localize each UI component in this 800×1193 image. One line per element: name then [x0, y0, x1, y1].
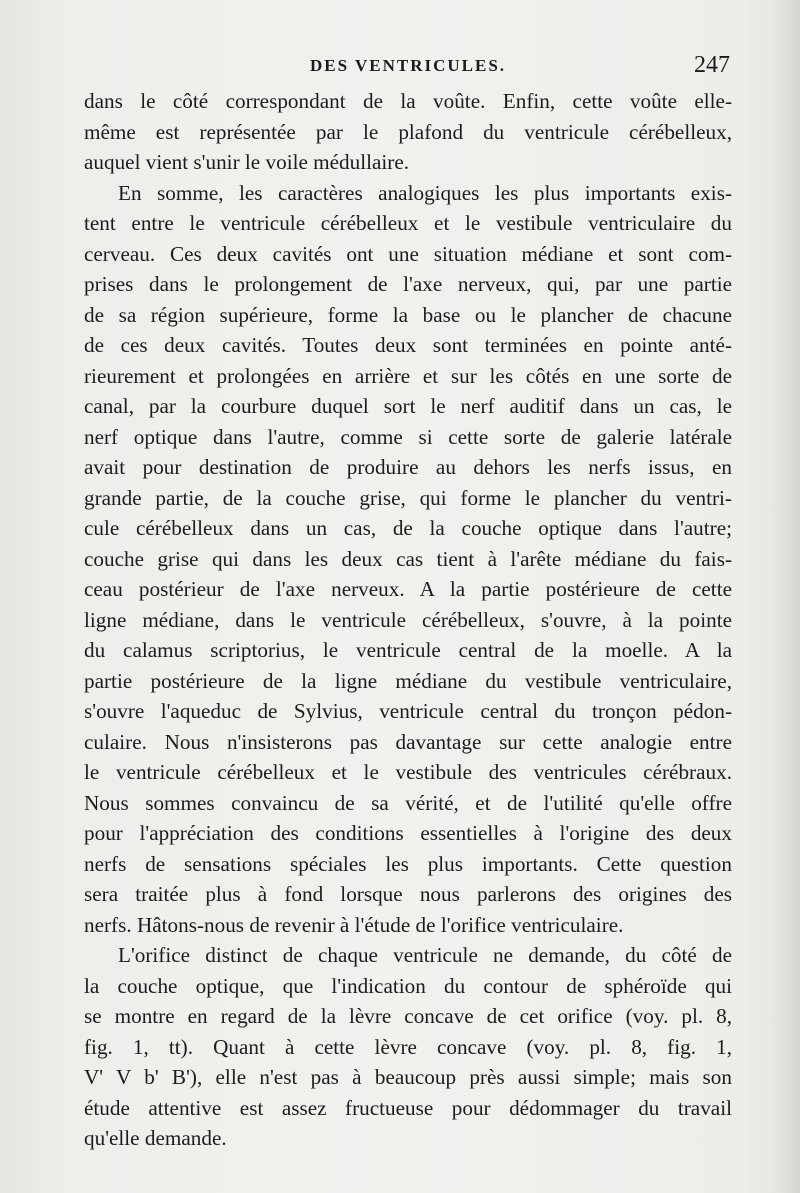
- text-line: fig. 1, tt). Quant à cette lèvre concave (voy. pl. 8, fig. 1,: [84, 1034, 732, 1059]
- text-line: couche grise qui dans les deux cas tient à l'arête médiane du fais-: [84, 546, 732, 571]
- text-line: nerfs de sensations spéciales les plus importants. Cette question: [84, 851, 732, 876]
- text-line: ceau postérieur de l'axe nerveux. A la partie postérieure de cette: [84, 577, 732, 601]
- text-line: nerfs. Hâtons-nous de revenir à l'étude de l'orifice ventriculaire.: [84, 912, 624, 937]
- page-number: 247: [694, 52, 730, 78]
- text-line: avait pour destination de produire au dehors les nerfs issus, en: [84, 455, 732, 479]
- text-line: prises dans le prolongement de l'axe nerveux, qui, par une partie: [84, 272, 732, 296]
- page-edge-shadow: [772, 0, 800, 1193]
- text-line: étude attentive est assez fructueuse pour dédommager du travail: [84, 1095, 732, 1120]
- text-line: dans le côté correspondant de la voûte. Enfin, cette voûte elle-: [84, 89, 732, 113]
- text-line: même est représentée par le plafond du ventricule cérébelleux,: [84, 119, 732, 144]
- running-head: DES VENTRICULES.: [309, 56, 507, 75]
- text-line: tent entre le ventricule cérébelleux et le vestibule ventriculaire du: [84, 211, 732, 235]
- text-line: ligne médiane, dans le ventricule cérébelleux, s'ouvre, à la pointe: [84, 607, 732, 632]
- text-line: cule cérébelleux dans un cas, de la couche optique dans l'autre;: [84, 516, 732, 540]
- text-line: grande partie, de la couche grise, qui forme le plancher du ventri-: [84, 485, 732, 510]
- text-line: rieurement et prolongées en arrière et sur les côtés en une sorte de: [84, 363, 732, 388]
- text-line: canal, par la courbure duquel sort le nerf auditif dans un cas, le: [84, 394, 732, 418]
- text-line: V' V b' B'), elle n'est pas à beaucoup près aussi simple; mais son: [84, 1065, 732, 1089]
- text-line: sera traitée plus à fond lorsque nous parlerons des origines des: [84, 882, 732, 906]
- text-line: auquel vient s'unir le voile médullaire.: [84, 150, 410, 174]
- text-line: du calamus scriptorius, le ventricule central de la moelle. A la: [84, 638, 732, 662]
- text-line: pour l'appréciation des conditions essentielles à l'origine des deux: [84, 821, 732, 845]
- text-line: culaire. Nous n'insisterons pas davantage sur cette analogie entre: [84, 729, 732, 754]
- text-line: de sa région supérieure, forme la base ou le plancher de chacune: [84, 302, 732, 327]
- body-text: [84, 86, 732, 1154]
- text-line: de ces deux cavités. Toutes deux sont terminées en pointe anté-: [84, 333, 732, 357]
- text-line: Nous sommes convaincu de sa vérité, et de l'utilité qu'elle offre: [84, 790, 732, 815]
- text-line: En somme, les caractères analogiques les plus importants exis-: [118, 180, 732, 205]
- text-line: nerf optique dans l'autre, comme si cette sorte de galerie latérale: [84, 424, 732, 449]
- text-line: L'orifice distinct de chaque ventricule ne demande, du côté de: [118, 943, 732, 967]
- text-line: qu'elle demande.: [84, 1126, 227, 1150]
- text-line: partie postérieure de la ligne médiane du vestibule ventriculaire,: [84, 668, 732, 693]
- text-line: cerveau. Ces deux cavités ont une situation médiane et sont com-: [84, 241, 732, 266]
- text-line: s'ouvre l'aqueduc de Sylvius, ventricule central du tronçon pédon-: [84, 699, 732, 723]
- page-header: [84, 52, 732, 82]
- text-line: la couche optique, que l'indication du contour de sphéroïde qui: [84, 973, 732, 998]
- text-line: le ventricule cérébelleux et le vestibule des ventricules cérébraux.: [84, 760, 732, 784]
- text-line: se montre en regard de la lèvre concave de cet orifice (voy. pl. 8,: [84, 1004, 732, 1028]
